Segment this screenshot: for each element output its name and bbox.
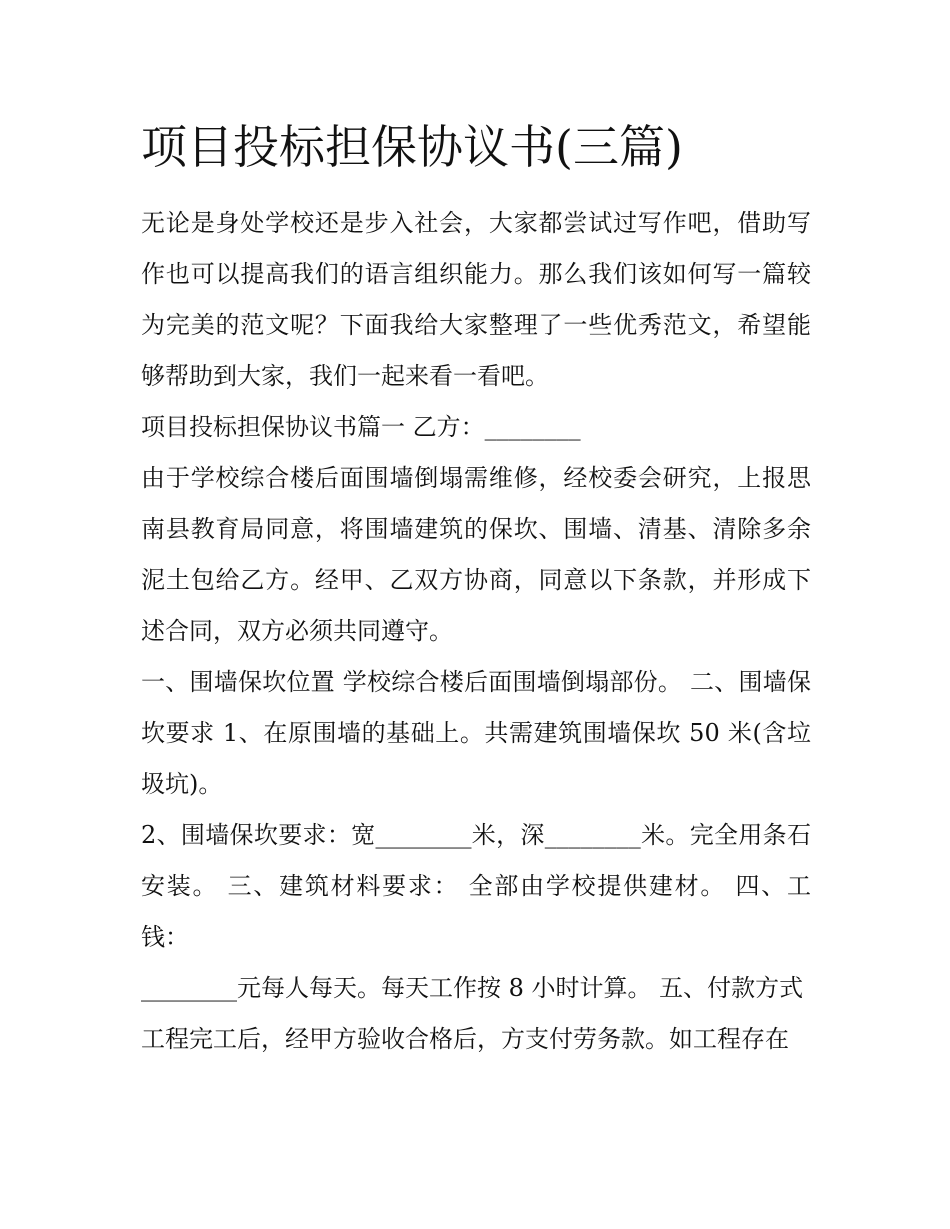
intro-paragraph: 无论是身处学校还是步入社会，大家都尝试过写作吧，借助写作也可以提高我们的语言组织能力。那么我们该如何写一篇较为完美的范文呢？下面我给大家整理了一些优秀范文，希望能够帮助到大家，我们一起来看一看吧。: [141, 209, 811, 390]
completion-paragraph: 工程完工后，经甲方验收合格后，方支付劳务款。如工程存在: [141, 1025, 789, 1053]
location-requirements-paragraph: 一、围墙保坎位置 学校综合楼后面围墙倒塌部份。 二、围墙保坎要求 1、在原围墙的基础上。共需建筑围墙保坎 50 米(含垃圾坑)。: [141, 668, 811, 798]
dimensions-materials-paragraph: 2、围墙保坎要求：宽________米，深________米。完全用条石安装。 三、建筑材料要求： 全部由学校提供建材。 四、工钱：: [141, 821, 811, 951]
background-paragraph: 由于学校综合楼后面围墙倒塌需维修，经校委会研究，上报思南县教育局同意，将围墙建筑的保坎、围墙、清基、清除多余泥土包给乙方。经甲、乙双方协商，同意以下条款，并形成下述合同，双方必须共同遵守。: [141, 464, 811, 645]
document-title: 项目投标担保协议书(三篇): [141, 120, 683, 174]
wage-payment-paragraph: ________元每人每天。每天工作按 8 小时计算。 五、付款方式: [141, 974, 804, 1002]
section-heading-paragraph: 项目投标担保协议书篇一 乙方：________: [141, 413, 581, 441]
document-body: [141, 198, 811, 1065]
